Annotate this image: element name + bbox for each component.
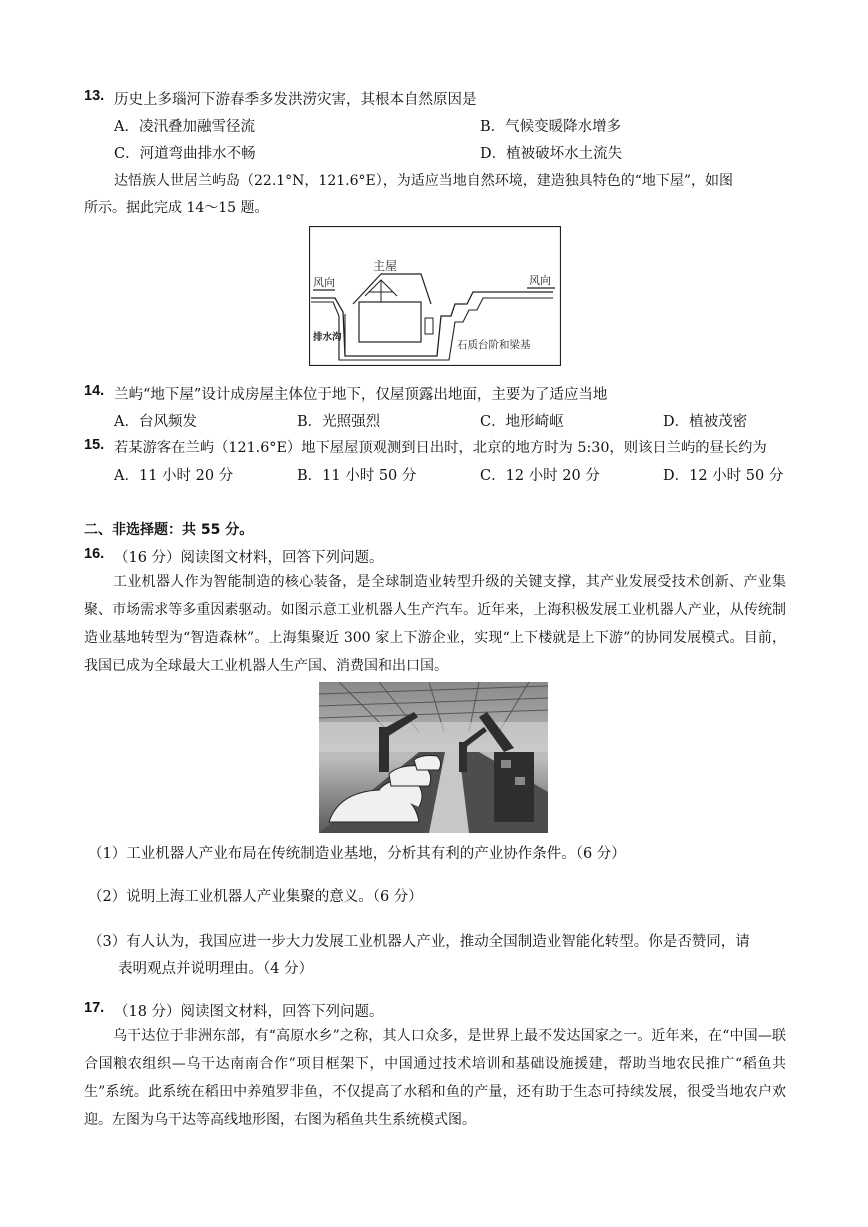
question-14-number: 14. [84, 383, 105, 399]
question-13-stem: 历史上多瑙河下游春季多发洪涝灾害，其根本自然原因是 [114, 92, 477, 108]
main-house-label: 主屋 [373, 259, 398, 273]
steps-label: 石质台阶和梁基 [457, 339, 531, 351]
wind-label-left: 风向 [313, 276, 335, 289]
question-15-option-c[interactable]: C．12 小时 20 分 [480, 468, 600, 484]
question-16-sub-3-line-2: 表明观点并说明理由。（4 分） [118, 961, 314, 977]
intro-14-line-1: 达悟族人世居兰屿岛（22.1°N，121.6°E），为适应当地自然环境，建造独具特色的“地下屋”，如图 [114, 173, 734, 189]
question-17-head: （18 分）阅读图文材料，回答下列问题。 [114, 1004, 384, 1020]
question-13-option-b[interactable]: B．气候变暖降水增多 [480, 119, 622, 135]
question-16-head: （16 分）阅读图文材料，回答下列问题。 [114, 550, 384, 566]
question-15-number: 15. [84, 437, 105, 453]
intro-14-line-2: 所示。据此完成 14～15 题。 [84, 200, 269, 216]
question-17-material: 乌干达位于非洲东部，有“高原水乡”之称，其人口众多，是世界上最不发达国家之一。近年来，在“中国—联合国粮农组织—乌干达南南合作”项目框架下，中国通过技术培训和基础设施援建，帮助当地农民推广“稻鱼共生”系统。此系统在稻田中养殖罗非鱼，不仅提高了水稻和鱼的产量，还有助于生态可持续发展，很受当地农户欢迎。左图为乌干达等高线地形图，右图为稻鱼共生系统模式图。 [84, 1028, 786, 1128]
question-14-option-b[interactable]: B．光照强烈 [297, 414, 381, 430]
industrial-robot-photo [319, 682, 548, 833]
house-body [359, 302, 421, 342]
question-17-number: 17. [84, 1000, 105, 1016]
robot-car-production-illustration [319, 682, 548, 833]
question-15-option-d[interactable]: D．12 小时 50 分 [663, 468, 784, 484]
question-16-number: 16. [84, 546, 105, 562]
question-16-sub-1: （1）工业机器人产业布局在传统制造业基地，分析其有利的产业协作条件。（6 分） [88, 846, 626, 862]
section-2-title: 二、非选择题：共 55 分。 [84, 522, 254, 538]
question-16-material: 工业机器人作为智能制造的核心装备，是全球制造业转型升级的关键支撑，其产业发展受技术创新、产业集聚、市场需求等多重因素驱动。如图示意工业机器人生产汽车。近年来，上海积极发展工业机器人产业，从传统制造业基地转型为“智造森林”。上海集聚近 300 家上下游企业，实现“上下楼就是上下游”的协同发展模式。目前，我国已成为全球最大工业机器人生产国、消费国和出口国。 [84, 574, 786, 674]
underground-house-diagram [309, 226, 561, 366]
question-16-sub-2: （2）说明上海工业机器人产业集聚的意义。（6 分） [88, 889, 423, 905]
question-14-stem: 兰屿“地下屋”设计成房屋主体位于地下，仅屋顶露出地面，主要为了适应当地 [114, 387, 608, 403]
question-13-option-d[interactable]: D．植被破坏水土流失 [480, 146, 623, 162]
question-14-option-c[interactable]: C．地形崎岖 [480, 414, 564, 430]
question-14-option-a[interactable]: A．台风频发 [114, 414, 197, 430]
question-14-option-d[interactable]: D．植被茂密 [663, 414, 748, 430]
question-15-option-a[interactable]: A．11 小时 20 分 [114, 468, 234, 484]
question-15-option-b[interactable]: B．11 小时 50 分 [297, 468, 417, 484]
question-15-stem: 若某游客在兰屿（121.6°E）地下屋屋顶观测到日出时，北京的地方时为 5:30，则该日兰屿的昼长约为 [114, 440, 767, 456]
question-16-sub-3-line-1: （3）有人认为，我国应进一步大力发展工业机器人产业，推动全国制造业智能化转型。你是否赞同，请 [88, 934, 750, 950]
question-13-number: 13. [84, 88, 105, 104]
drain-label: 排水沟 [313, 332, 342, 343]
question-13-option-a[interactable]: A．凌汛叠加融雪径流 [114, 119, 255, 135]
underground-house-figure [309, 226, 561, 366]
question-13-option-c[interactable]: C．河道弯曲排水不畅 [114, 146, 256, 162]
wind-label-right: 风向 [529, 274, 551, 287]
